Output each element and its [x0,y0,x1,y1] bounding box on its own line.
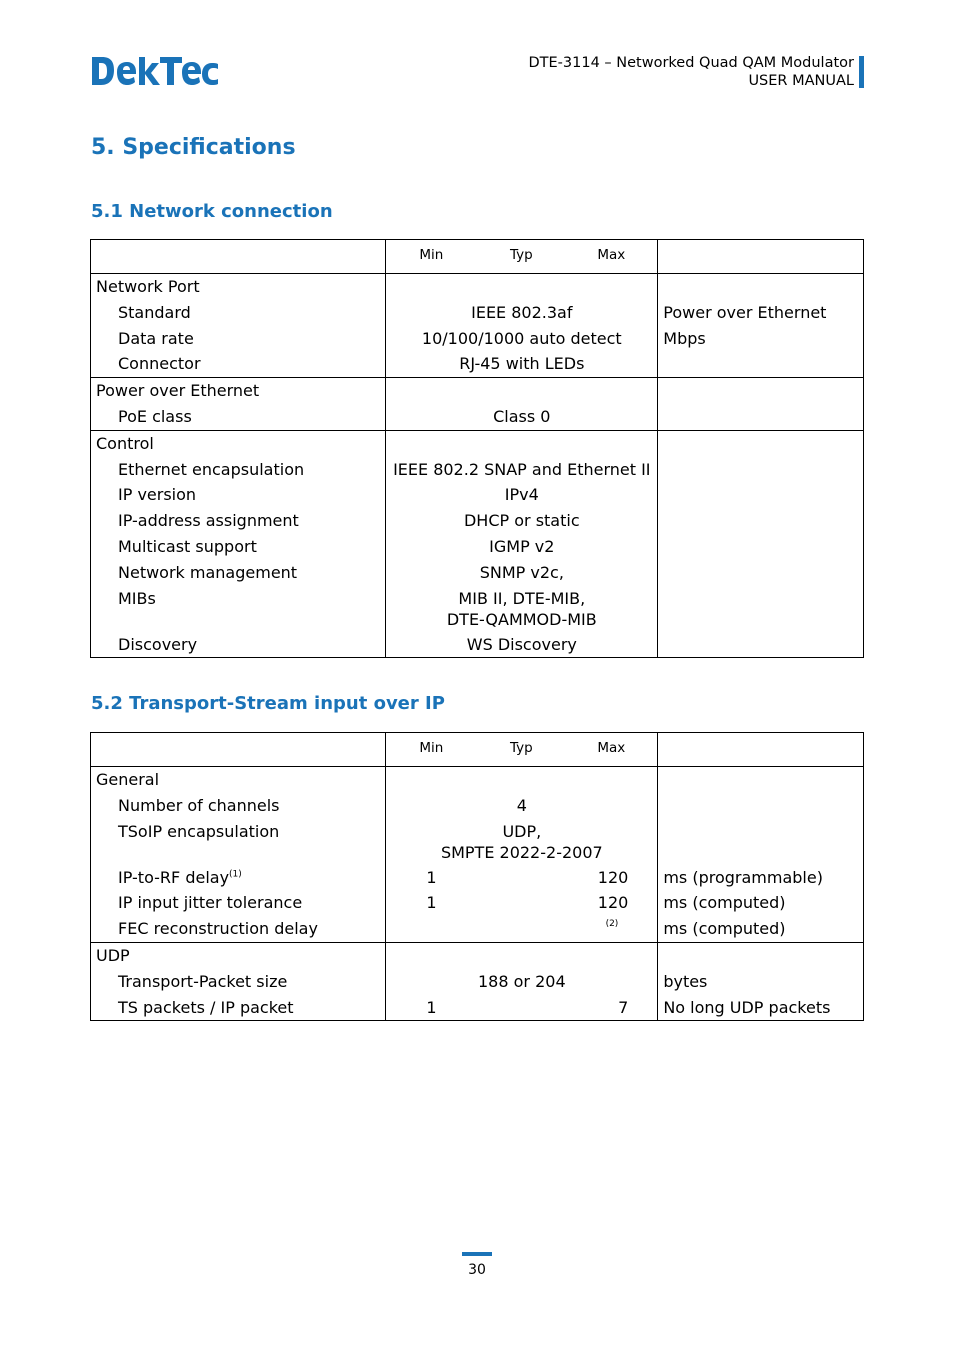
group-label: General [96,770,160,789]
param-value: IEEE 802.2 SNAP and Ethernet II [393,459,651,479]
max-header: Max [597,247,626,263]
table-header-row [91,240,864,274]
param-note: ms (computed) [663,919,786,939]
param-value: Class 0 [493,406,551,426]
param-note: bytes [663,971,708,991]
group-label: UDP [96,945,130,965]
max-header: Max [597,740,626,756]
param-label: Standard [118,302,191,322]
param-label: Number of channels [118,795,280,815]
min-max-values [386,995,657,1021]
document-subtitle: USER MANUAL [748,73,854,89]
header-accent-bar [859,56,864,88]
param-value: DTE-QAMMOD-MIB [446,609,597,629]
param-label-with-footnote [91,865,385,891]
param-note: Power over Ethernet [663,302,827,322]
param-label: MIBs [118,588,156,608]
param-note: Mbps [663,328,706,348]
typ-value: 188 or 204 [478,971,566,991]
group-label: Network Port [96,277,200,296]
min-value: 1 [426,867,437,887]
min-header: Min [419,740,444,756]
param-value: MIB II, DTE-MIB, [458,588,586,608]
param-label: TSoIP encapsulation [118,821,280,841]
param-label: Multicast support [118,536,257,556]
footnote-mark: (2) [605,919,619,930]
subsection-heading-transport: 5.2 Transport-Stream input over IP [91,693,445,714]
footnote-mark: (1) [229,869,242,880]
document-header [528,54,854,90]
param-label: PoE class [118,406,192,426]
max-value: 120 [597,867,629,887]
network-spec-table [90,239,864,658]
footer-accent-bar [462,1252,492,1256]
param-label: Connector [118,354,201,374]
param-label: IP-address assignment [118,511,299,531]
param-value: WS Discovery [466,634,577,654]
param-value: RJ-45 with LEDs [459,354,585,374]
page-number: 30 [468,1262,486,1278]
table-header-row [91,733,864,767]
param-value: IPv4 [504,485,539,505]
table-row [91,942,864,1020]
param-note: ms (programmable) [663,867,823,887]
param-label: Transport-Packet size [118,971,288,991]
table-row [91,767,864,943]
param-value-multiline [386,586,657,632]
min-value: 1 [426,893,437,913]
dektec-logo [90,55,220,87]
param-value: SMPTE 2022-2-2007 [440,842,603,862]
param-label: Data rate [118,328,194,348]
param-label: FEC reconstruction delay [118,919,318,939]
param-label: Discovery [118,634,198,654]
param-value: DHCP or static [463,511,580,531]
section-heading: 5. Specifications [91,135,296,160]
param-value: UDP, [502,821,542,841]
subsection-heading-network: 5.1 Network connection [91,201,333,222]
param-value: IEEE 802.3af [471,302,573,322]
min-header: Min [419,247,444,263]
param-value: 10/100/1000 auto detect [421,328,622,348]
group-label: Control [96,433,154,453]
typ-value: 4 [516,795,527,815]
param-label: Network management [118,562,298,582]
group-label: Power over Ethernet [96,381,260,401]
typ-header: Typ [509,740,533,756]
transport-spec-table [90,732,864,1021]
param-value: IGMP v2 [489,536,555,556]
document-title: DTE-3114 – Networked Quad QAM Modulator [528,55,854,71]
table-row [91,274,864,378]
typ-header: Typ [509,247,533,263]
param-label: TS packets / IP packet [118,997,294,1017]
min-max-values [386,865,657,891]
param-label: IP-to-RF delay [118,867,230,887]
param-label: Ethernet encapsulation [118,459,305,479]
param-note: No long UDP packets [663,997,831,1017]
param-value: SNMP v2c, [479,562,564,582]
table-row [91,430,864,658]
max-value: 7 [618,997,629,1017]
param-label: IP version [118,485,197,505]
max-value: 120 [597,893,629,913]
table-row [91,378,864,431]
min-max-values [386,890,657,916]
param-label: IP input jitter tolerance [118,893,303,913]
min-value: 1 [426,997,437,1017]
param-note: ms (computed) [663,893,786,913]
param-value-multiline [386,819,657,865]
